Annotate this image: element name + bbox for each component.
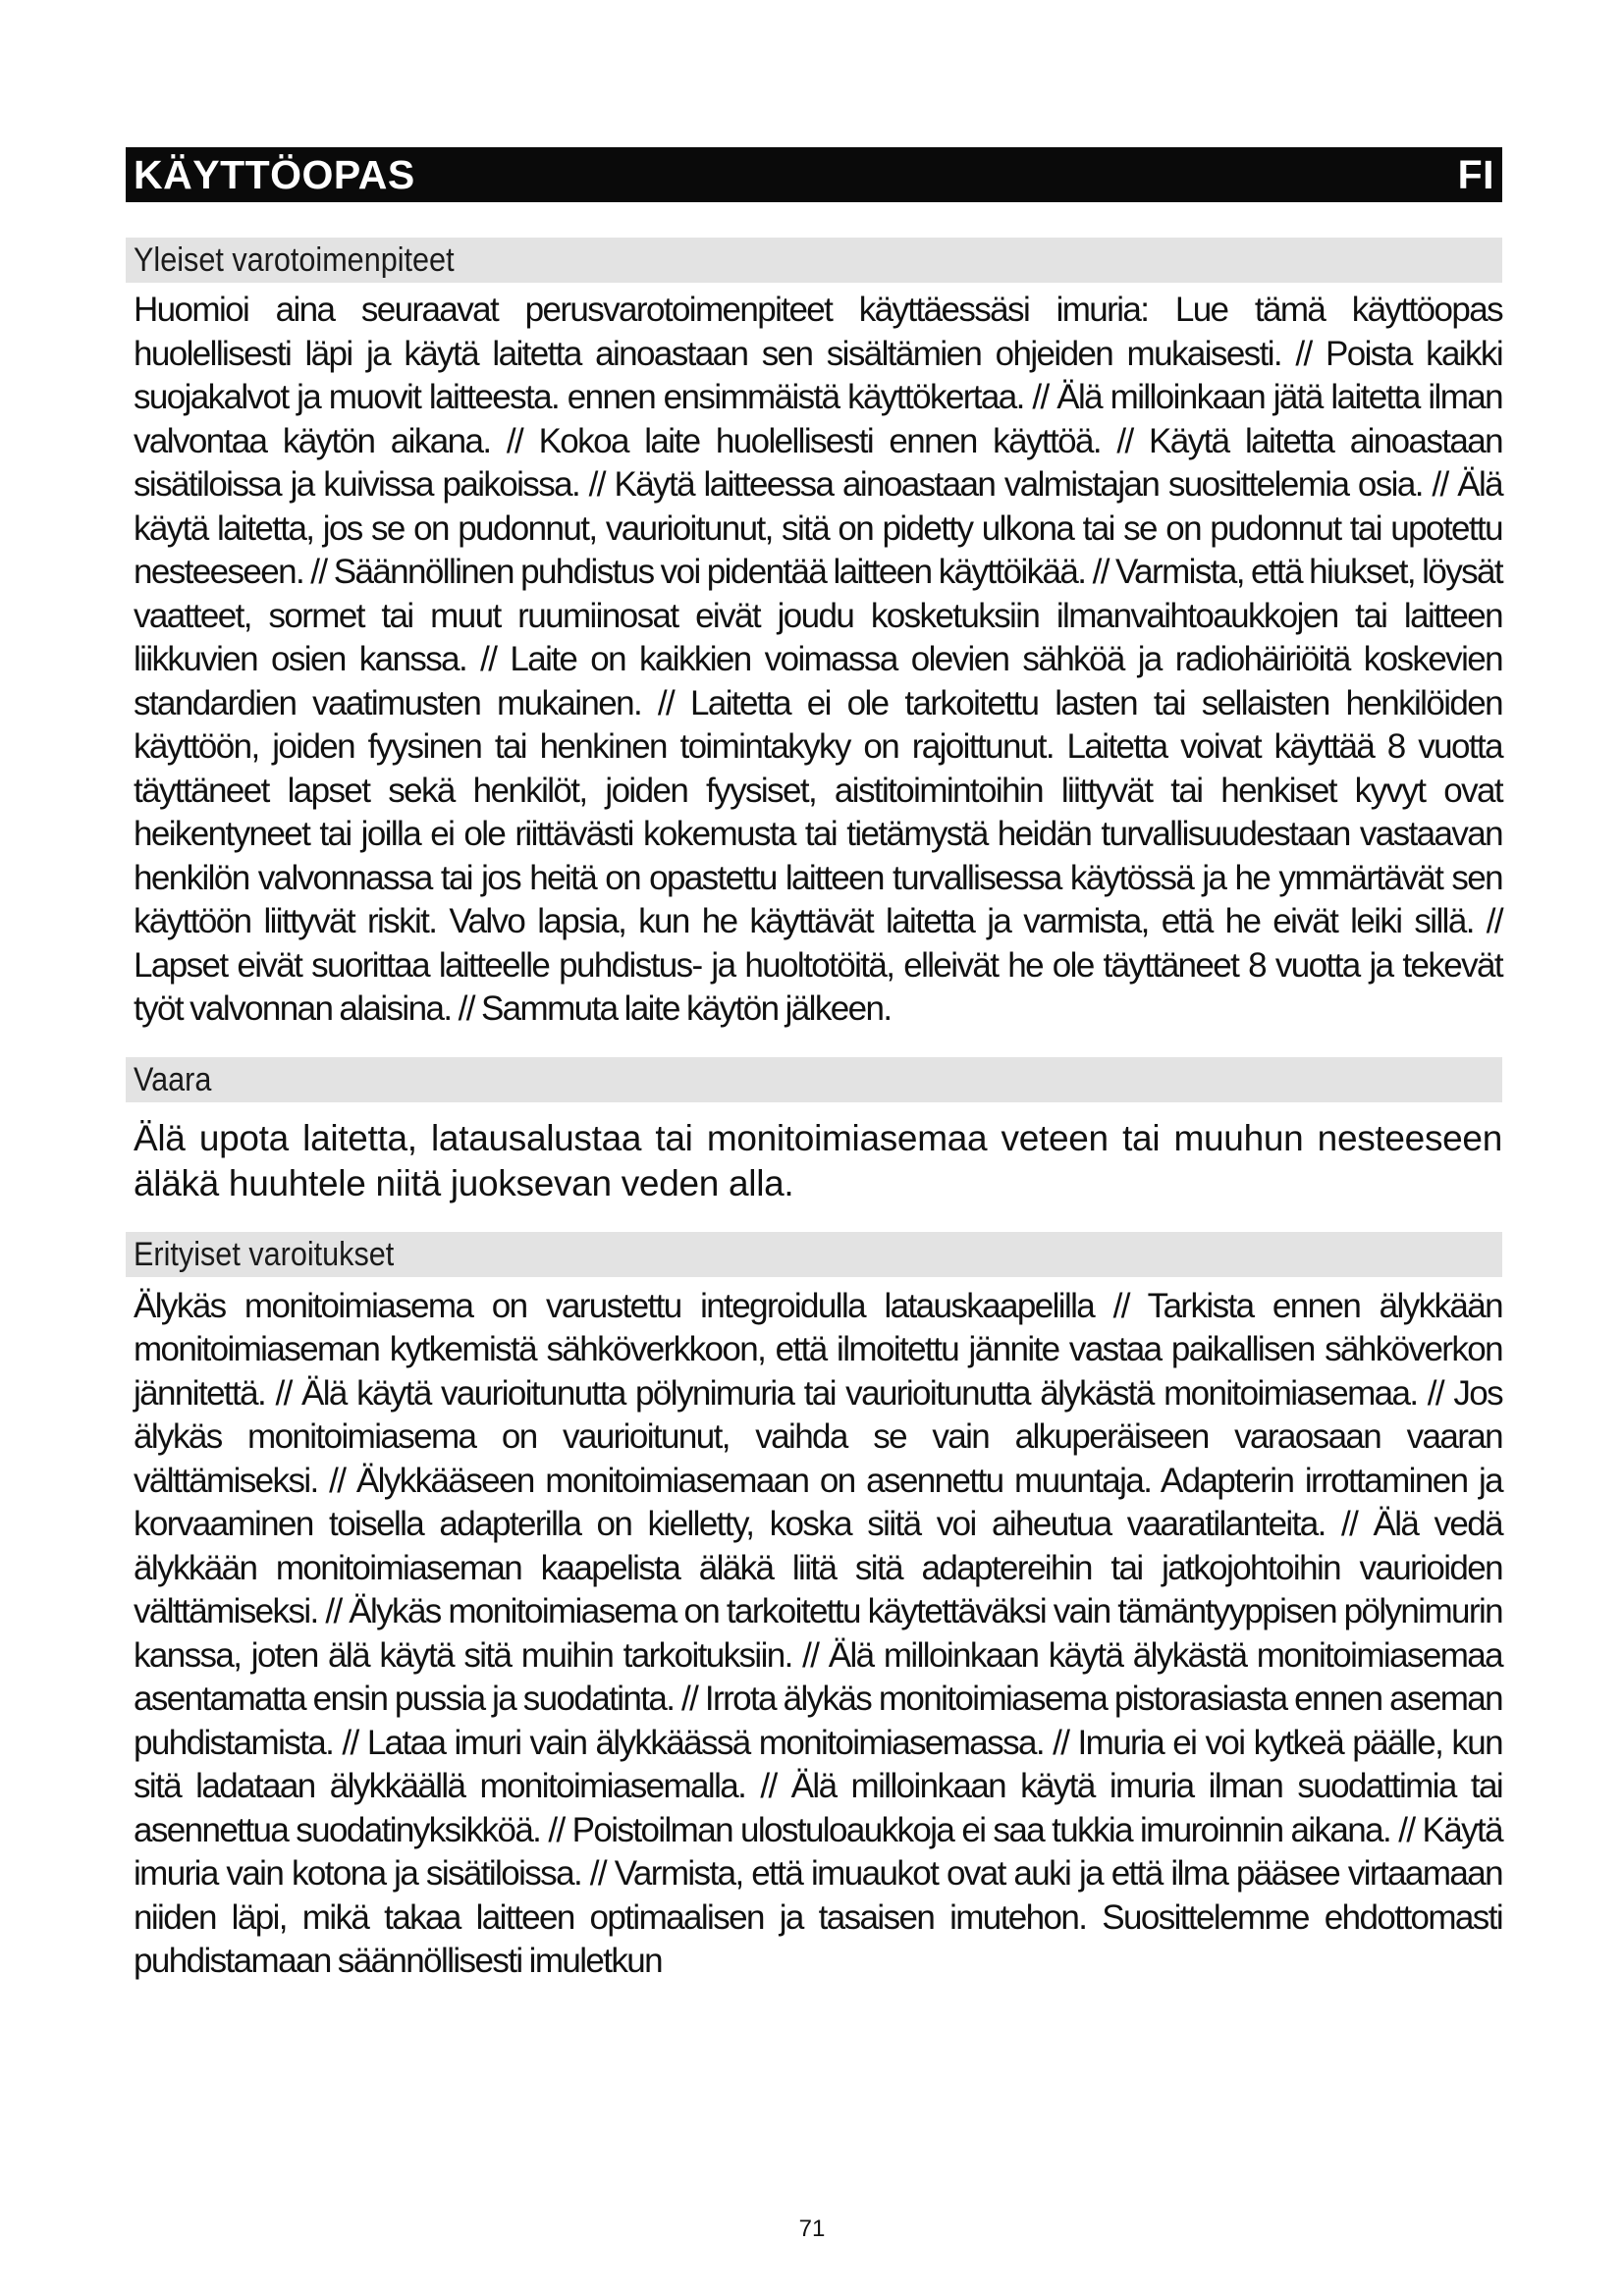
section-danger	[126, 1057, 1502, 1206]
section-body: Huomioi aina seuraavat perusvarotoimenpiteet käyttäessäsi imuria: Lue tämä käyttöopas huolellisesti läpi ja käytä laitetta ainoastaan sen sisältämien ohjeiden mukaisesti. // Poista kaikki suojakalvot ja muovit laitteesta. ennen ensimmäistä käyttökertaa. // Älä milloinkaan jätä laitetta ilman valvontaa käytön aikana. // Kokoa laite huolellisesti ennen käyttöä. // Käytä laitetta ainoastaan sisätiloissa ja kuivissa paikoissa. // Käytä laitteessa ainoastaan valmistajan suosittelemia osia. // Älä käytä laitetta, jos se on pudonnut, vaurioitunut, sitä on pidetty ulkona tai se on pudonnut tai upotettu nesteeseen. // Säännöllinen puhdistus voi pidentää laitteen käyttöikää. // Varmista, että hiukset, löysät vaatteet, sormet tai muut ruumiinosat eivät joudu kosketuksiin ilmanvaihtoaukkojen tai laitteen liikkuvien osien kanssa. // Laite on kaikkien voimassa olevien sähköä ja radiohäiriöitä koskevien standardien vaatimusten mukainen. // Laitetta ei ole tarkoitettu lasten tai sellaisten henkilöiden käyttöön, joiden fyysinen tai henkinen toimintakyky on rajoittunut. Laitetta voivat käyttää 8 vuotta täyttäneet lapset sekä henkilöt, joiden fyysiset, aistitoimintoihin liittyvät tai henkiset kyvyt ovat heikentyneet tai joilla ei ole riittävästi kokemusta tai tietämystä heidän turvallisuudestaan vastaavan henkilön valvonnassa tai jos heitä on opastettu laitteen turvallisessa käytössä ja he ymmärtävät sen käyttöön liittyvät riskit. Valvo lapsia, kun he käyttävät laitetta ja varmista, että he eivät leiki sillä. // Lapset eivät suorittaa laitteelle puhdistus- ja huoltotöitä, elleivät he ole täyttäneet 8 vuotta ja tekevät työt valvonnan alaisina. // Sammuta laite käytön jälkeen.	[134, 291, 1502, 1028]
language-code: FI	[1457, 151, 1494, 197]
section-special-warnings	[126, 1232, 1502, 1984]
manual-title: KÄYTTÖOPAS	[134, 151, 415, 197]
section-heading: Yleiset varotoimenpiteet	[126, 238, 1502, 283]
title-bar	[126, 147, 1502, 202]
section-heading: Erityiset varoitukset	[126, 1232, 1502, 1277]
section-general-precautions	[126, 238, 1502, 1032]
page-number: 71	[798, 2216, 826, 2242]
section-body: Älä upota laitetta, latausalustaa tai monitoimiasemaa veteen tai muuhun nesteeseen äläkä huuhtele niitä juoksevan veden alla.	[134, 1117, 1502, 1203]
section-body: Älykäs monitoimiasema on varustettu integroidulla latauskaapelilla // Tarkista ennen älykkään monitoimiaseman kytkemistä sähköverkkoon, että ilmoitettu jännite vastaa paikallisen sähköverkon jännitettä. // Älä käytä vaurioitunutta pölynimuria tai vaurioitunutta älykästä monitoimiasemaa. // Jos älykäs monitoimiasema on vaurioitunut, vaihda se vain alkuperäiseen varaosaan vaaran välttämiseksi. // Älykkääseen monitoimiasemaan on asennettu muuntaja. Adapterin irrottaminen ja korvaaminen toisella adapterilla on kielletty, koska siitä voi aiheutua vaaratilanteita. // Älä vedä älykkään monitoimiaseman kaapelista äläkä liitä sitä adaptereihin tai jatkojohtoihin vaurioiden välttämiseksi. // Älykäs monitoimiasema on tarkoitettu käytettäväksi vain tämäntyyppisen pölynimurin kanssa, joten älä käytä sitä muihin tarkoituksiin. // Älä milloinkaan käytä älykästä monitoimiasemaa asentamatta ensin pussia ja suodatinta. // Irrota älykäs monitoimiasema pistorasiasta ennen aseman puhdistamista. // Lataa imuri vain älykkäässä monitoimiasemassa. // Imuria ei voi kytkeä päälle, kun sitä ladataan älykkäällä monitoimiasemalla. // Älä milloinkaan käytä imuria ilman suodattimia tai asennettua suodatinyksikköä. // Poistoilman ulostuloaukkoja ei saa tukkia imuroinnin aikana. // Käytä imuria vain kotona ja sisätiloissa. // Varmista, että imuaukot ovat auki ja että ilma pääsee virtaamaan niiden läpi, mikä takaa laitteen optimaalisen ja tasaisen imutehon. Suosittelemme ehdottomasti puhdistamaan säännöllisesti imuletkun	[134, 1286, 1502, 1980]
manual-page	[126, 147, 1502, 1984]
section-heading: Vaara	[126, 1057, 1502, 1102]
